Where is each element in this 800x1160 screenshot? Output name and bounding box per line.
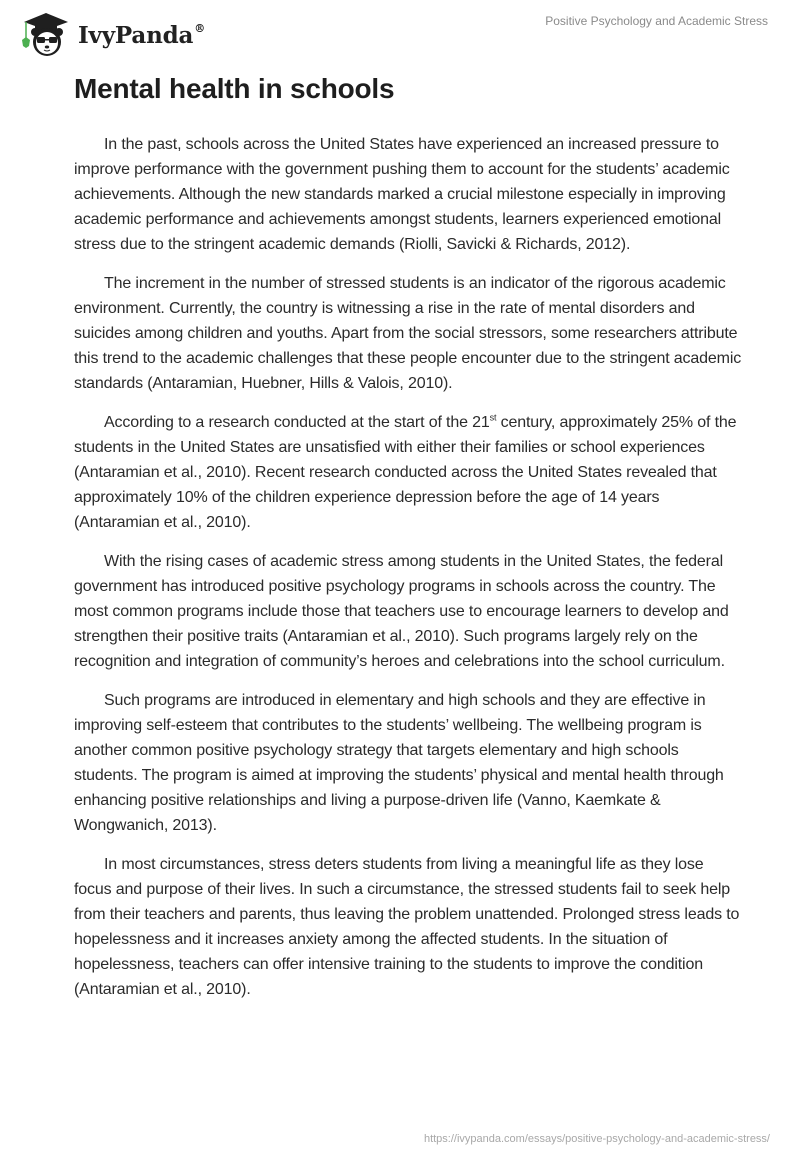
paragraph-6: In most circumstances, stress deters students from living a meaningful life as they lose focus and purpose of their lives. In such a circumstance, the stressed students fail to seek help from their teachers and parents, thus leaving the problem unattended. Prolonged stress leads to hopelessness and it increases anxiety among the affected students. In the situation of hopelessness, teachers can offer intensive training to the students to improve the condition (Antaramian et al., 2010). bbox=[74, 856, 740, 998]
paragraph-1: In the past, schools across the United States have experienced an increased pressure to improve performance with the government pushing them to account for the students’ academic achievements. Although the new standards marked a crucial milestone especially in improving academic performance and achievements amongst students, learners experienced emotional stress due to the stringent academic demands (Riolli, Savicki & Richards, 2012). bbox=[74, 136, 730, 253]
paragraph-3-text-b: century, approximately 25% of the students in the United States are unsatisfied with either their families or school experiences (Antaramian et al., 2010). Recent research conducted across the United States revealed that approximately 10% of the children experience depression before the age of 14 years (Antaramian et al., 2010). bbox=[74, 414, 737, 531]
brand-name: IvyPanda® bbox=[78, 21, 205, 49]
ordinal-superscript: st bbox=[489, 412, 497, 423]
paragraph-4: With the rising cases of academic stress among students in the United States, the federal government has introduced positive psychology programs in schools across the country. The most common programs include those that teachers use to encourage learners to develop and strengthen their positive traits (Antaramian et al., 2010). Such programs largely rely on the recognition and integration of community’s heroes and celebrations into the school curriculum. bbox=[74, 553, 729, 670]
page-header bbox=[0, 0, 800, 62]
ivypanda-logo[interactable] bbox=[16, 10, 205, 58]
paragraph-3 bbox=[74, 410, 744, 535]
document-title: Positive Psychology and Academic Stress bbox=[545, 14, 768, 28]
paragraph-3-text-a: According to a research conducted at the start of the 21 bbox=[104, 414, 490, 431]
panda-graduate-icon bbox=[16, 10, 72, 58]
section-heading: Mental health in schools bbox=[74, 73, 395, 104]
paragraph-5: Such programs are introduced in elementary and high schools and they are effective in improving self-esteem that contributes to the students’ wellbeing. The wellbeing program is another common positive psychology strategy that targets elementary and high schools students. The program is aimed at improving the students’ physical and mental health through enhancing positive relationships and living a purpose-driven life (Vanno, Kaemkate & Wongwanich, 2013). bbox=[74, 692, 724, 834]
registered-mark: ® bbox=[194, 21, 205, 35]
essay-body bbox=[74, 132, 744, 1016]
source-url-link[interactable]: https://ivypanda.com/essays/positive-psychology-and-academic-stress/ bbox=[423, 1133, 770, 1145]
paragraph-2: The increment in the number of stressed students is an indicator of the rigorous academic environment. Currently, the country is witnessing a rise in the rate of mental disorders and suicides among children and youths. Apart from the social stressors, some researchers attribute this trend to the academic challenges that these people encounter due to the stringent academic standards (Antaramian, Huebner, Hills & Valois, 2010). bbox=[74, 275, 742, 392]
